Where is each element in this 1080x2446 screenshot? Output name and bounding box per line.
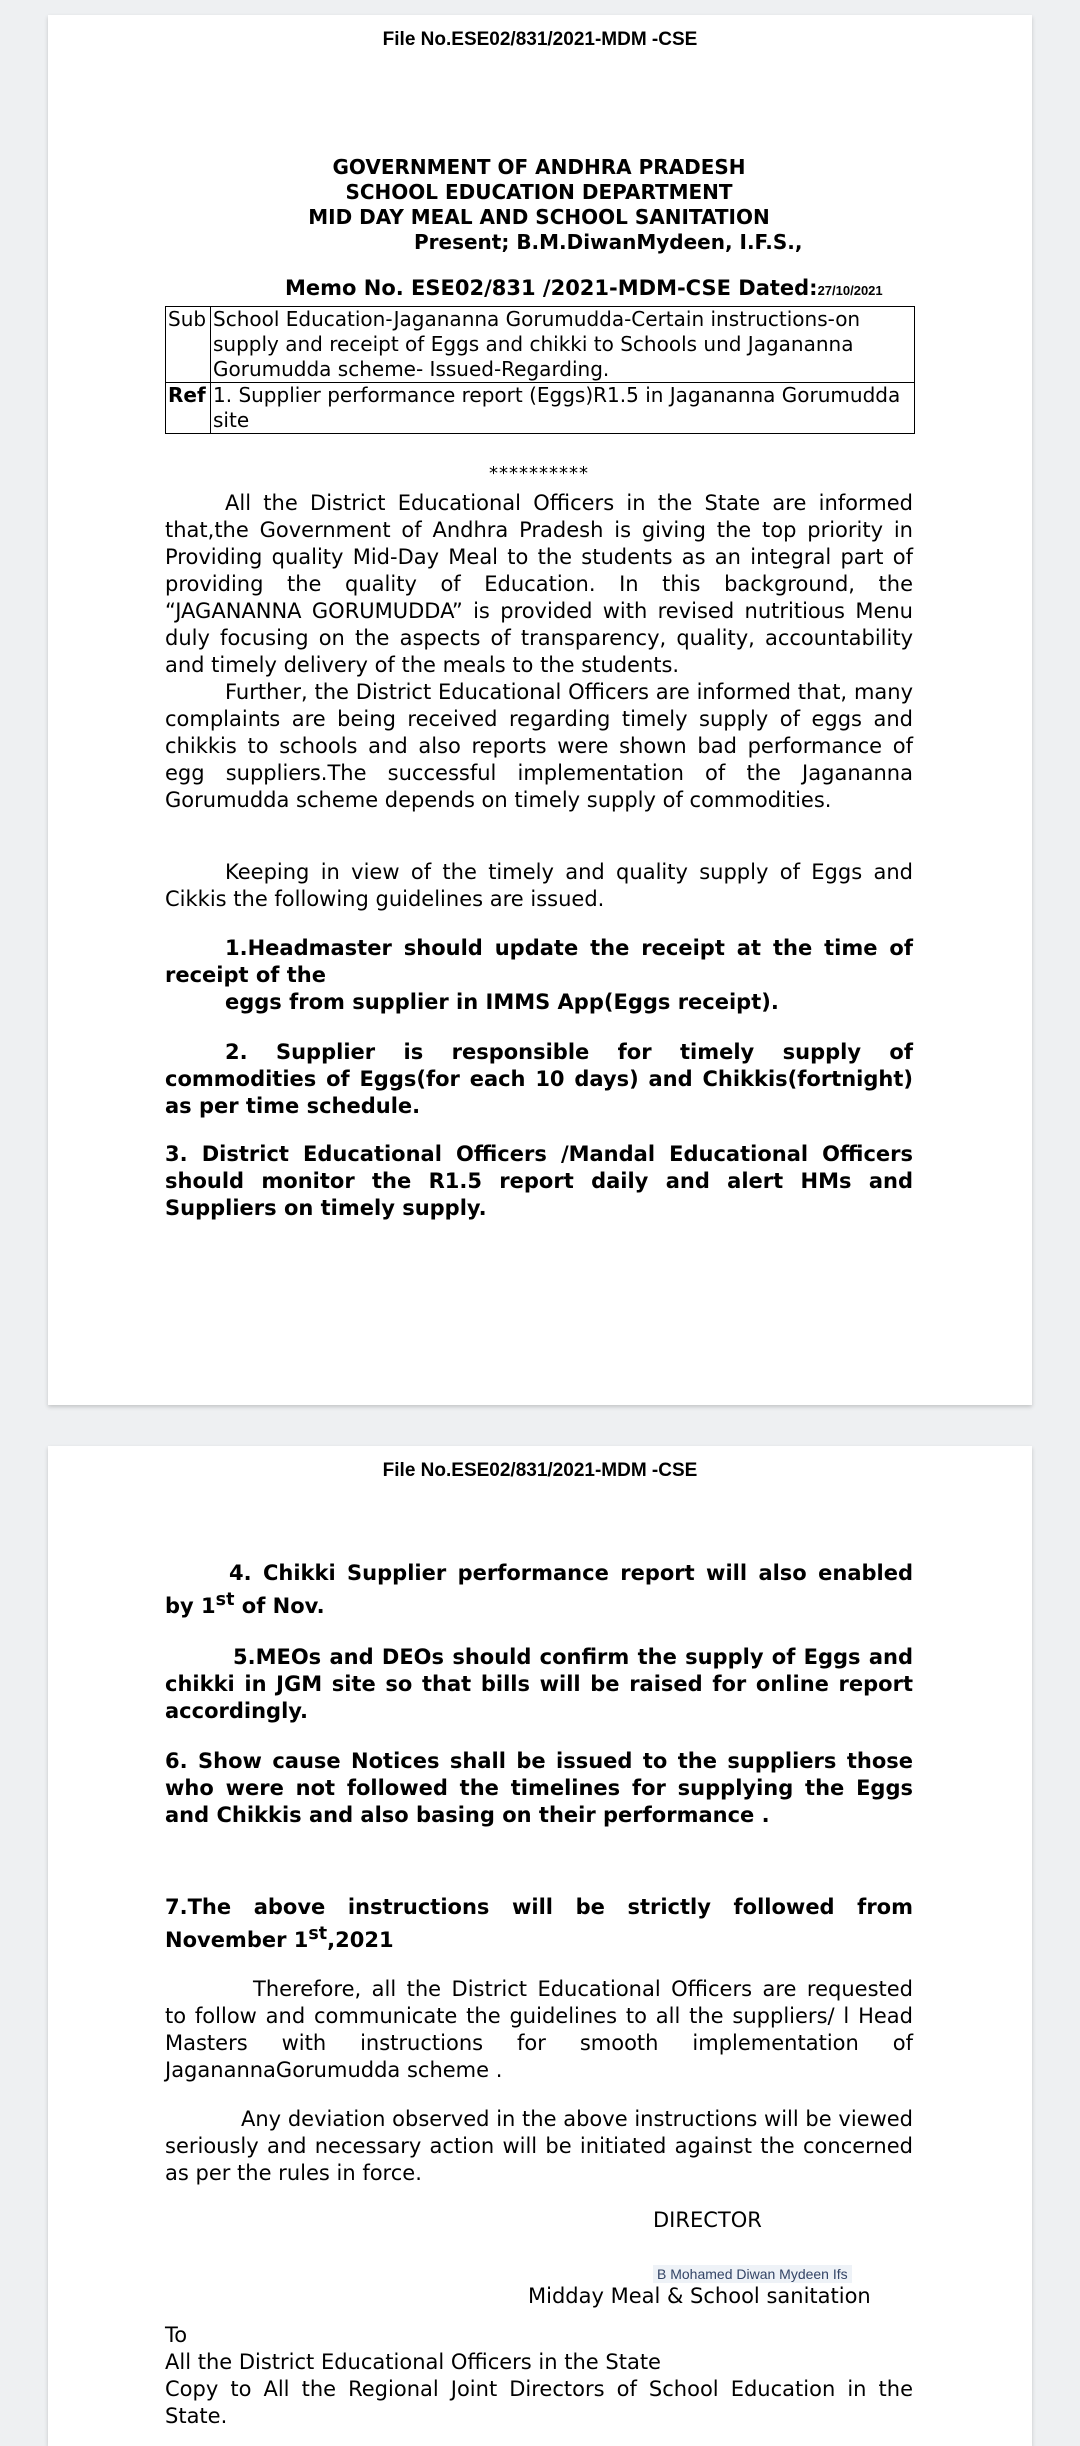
recipients-to: To: [165, 2323, 188, 2347]
document-page-2: [48, 1446, 1032, 2446]
guideline-4-wrap: [165, 1560, 913, 1620]
sub-value: School Education-Jagananna Gorumudda-Certain instructions-on supply and receipt of Eggs and chikki to Schools und Jagananna Gorumudda scheme- Issued-Regarding.: [211, 307, 915, 383]
recipients-block: [165, 2322, 913, 2430]
digital-signature-wrap: [653, 2264, 953, 2283]
document-page-1: [48, 15, 1032, 1405]
paragraph-2: Further, the District Educational Officers are informed that, many complaints are being received regarding timely supply of eggs and chikkis to schools and also reports were shown bad performance of egg suppliers.The successful implementation of the Jagananna Gorumudda scheme depends on timely supply of commodities.: [165, 680, 913, 812]
guideline-6-wrap: [165, 1748, 913, 1829]
guideline-1b: eggs from supplier in IMMS App(Eggs receipt).: [225, 990, 779, 1014]
memo-date: 27/10/2021: [817, 283, 883, 298]
recipients-line-2: Copy to All the Regional Joint Directors of School Education in the State.: [165, 2377, 913, 2428]
memo-line: [165, 276, 913, 300]
guideline-5: 5.MEOs and DEOs should confirm the supply of Eggs and chikki in JGM site so that bills will be raised for online report accordingly.: [165, 1645, 913, 1723]
recipients-line-1: All the District Educational Officers in the State: [165, 2350, 661, 2374]
table-row: [166, 383, 915, 434]
memo-number: Memo No. ESE02/831 /2021-MDM-CSE Dated:: [285, 276, 818, 300]
subject-reference-table: [165, 306, 915, 434]
table-row: [166, 307, 915, 383]
guideline-4-suffix: of Nov.: [234, 1594, 325, 1618]
guideline-3: 3. District Educational Officers /Mandal Educational Officers should monitor the R1.5 report daily and alert HMs and Suppliers on timely supply.: [165, 1142, 913, 1220]
body-text-1: [165, 490, 913, 814]
guideline-5-wrap: [165, 1644, 913, 1725]
guideline-2: 2. Supplier is responsible for timely supply of commodities of Eggs(for each 10 days) and Chikkis(fortnight) as per time schedule.: [165, 1040, 913, 1118]
sub-key: Sub: [166, 307, 211, 383]
section-title: MID DAY MEAL AND SCHOOL SANITATION: [308, 205, 770, 229]
paragraph-3: Keeping in view of the timely and quality supply of Eggs and Cikkis the following guidelines are issued.: [165, 860, 913, 911]
guideline-7: [165, 1894, 913, 1954]
guideline-7-wrap: [165, 1894, 913, 1954]
separator: **********: [489, 463, 589, 484]
guideline-3-wrap: [165, 1141, 913, 1222]
guideline-4-text: 4. Chikki Supplier performance report will also enabled by 1: [165, 1561, 913, 1618]
director-title: DIRECTOR: [653, 2208, 762, 2232]
guideline-4-superscript: st: [215, 1590, 235, 1610]
closing-2-wrap: [165, 2106, 913, 2187]
paragraph-1: All the District Educational Officers in the State are informed that,the Government of Andhra Pradesh is giving the top priority in Providing quality Mid-Day Meal to the students as an integral part of providing the quality of Education. In this background, the “JAGANANNA GORUMUDDA” is provided with revised nutritious Menu duly focusing on the aspects of transparency, quality, accountability and timely delivery of the meals to the students.: [165, 491, 913, 677]
ref-key: Ref: [166, 383, 211, 434]
letterhead: [165, 155, 913, 255]
guideline-4: [165, 1560, 913, 1620]
closing-paragraph-1: Therefore, all the District Educational Officers are requested to follow and communicate the guidelines to all the suppliers/ l Head Masters with instructions for smooth implementation of JaganannaGorumudda scheme .: [165, 1977, 913, 2082]
present-officer: Present; B.M.DiwanMydeen, I.F.S.,: [414, 230, 803, 254]
government-title: GOVERNMENT OF ANDHRA PRADESH: [332, 155, 746, 179]
subject-reference-table-wrap: [165, 306, 913, 434]
guideline-7-text: 7.The above instructions will be strictly followed from November 1: [165, 1895, 913, 1952]
guideline-7-suffix: ,2021: [327, 1928, 394, 1952]
guideline-1a: 1.Headmaster should update the receipt at the time of receipt of the: [165, 936, 913, 987]
digital-signature: B Mohamed Diwan Mydeen Ifs: [653, 2265, 852, 2283]
file-number-header: File No.ESE02/831/2021-MDM -CSE: [382, 1460, 698, 1481]
signature-department: Midday Meal & School sanitation: [528, 2284, 871, 2308]
body-text-2: [165, 859, 913, 913]
ref-value: 1. Supplier performance report (Eggs)R1.5 in Jagananna Gorumudda site: [211, 383, 915, 434]
closing-1-wrap: [165, 1976, 913, 2084]
guideline-1: [165, 935, 913, 1016]
file-number-header: File No.ESE02/831/2021-MDM -CSE: [382, 29, 698, 50]
guideline-2-wrap: [165, 1039, 913, 1120]
closing-paragraph-2: Any deviation observed in the above instructions will be viewed seriously and necessary action will be initiated against the concerned as per the rules in force.: [165, 2107, 913, 2185]
guideline-6: 6. Show cause Notices shall be issued to the suppliers those who were not followed the timelines for supplying the Eggs and Chikkis and also basing on their performance .: [165, 1749, 913, 1827]
guideline-7-superscript: st: [308, 1924, 328, 1944]
department-title: SCHOOL EDUCATION DEPARTMENT: [345, 180, 733, 204]
